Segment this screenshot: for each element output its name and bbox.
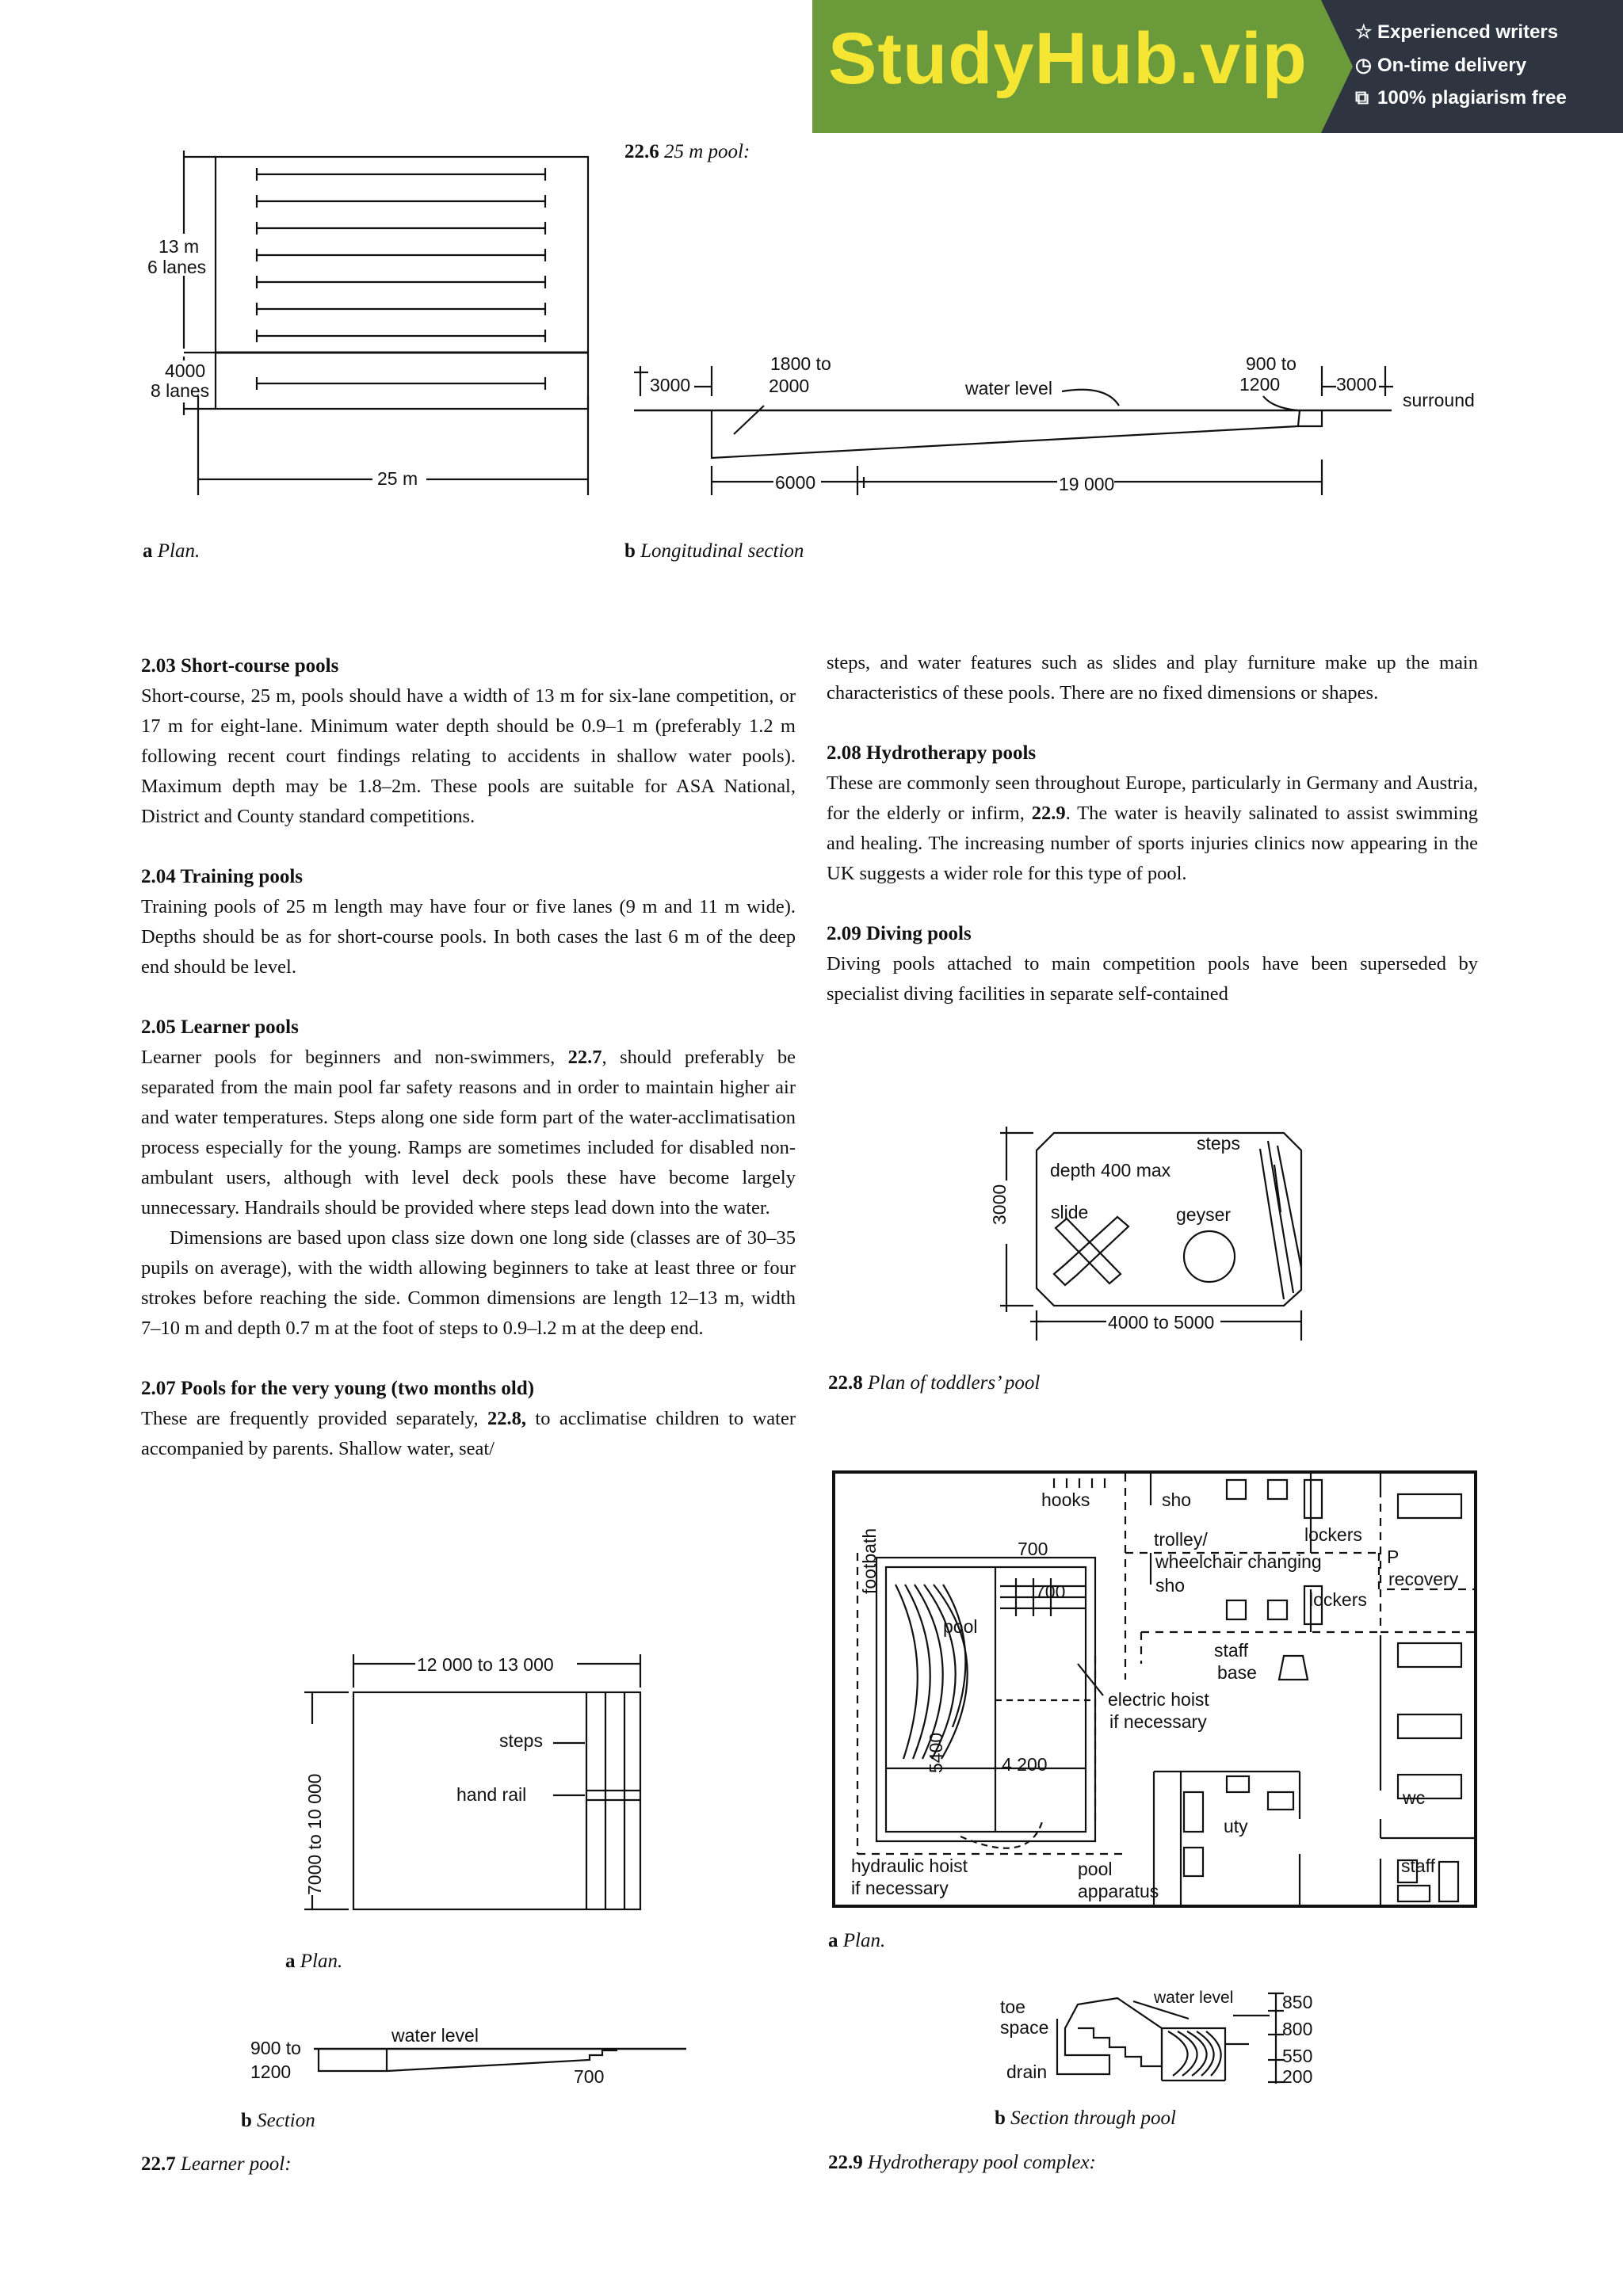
label-12000-to-13000: 12 000 to 13 000 <box>417 1654 554 1675</box>
heading-2-05: 2.05 Learner pools <box>141 1016 299 1038</box>
label-if-necessary-2: if necessary <box>851 1878 949 1898</box>
label-900-to: 900 to <box>1246 353 1296 374</box>
para-2-03: Short-course, 25 m, pools should have a width of 13 m for six-lane competition, or 17 m for eight-lane. Minimum water depth should be 0.9–1 m (preferably 1.2 m following recent court findings relating to accidents in shallow water pools). Maximum depth may be 1.8–2m. These pools are suitable for ASA National, District and County standard competitions. <box>141 685 796 827</box>
label-base: base <box>1217 1662 1257 1683</box>
label-water-level: water level <box>965 378 1052 399</box>
label-trolley: trolley/ <box>1154 1529 1208 1550</box>
label-wc: wc <box>1403 1787 1426 1808</box>
label-depth-400: depth 400 max <box>1050 1160 1171 1180</box>
label-steps: steps <box>1197 1133 1240 1154</box>
label-3000: 3000 <box>989 1184 1010 1225</box>
label-apparatus: apparatus <box>1078 1881 1159 1901</box>
label-recovery: recovery <box>1388 1569 1459 1589</box>
label-steps: steps <box>499 1730 543 1751</box>
label-geyser: geyser <box>1176 1204 1232 1225</box>
caption-plan: a Plan. <box>143 540 200 562</box>
label-space: space <box>1000 2017 1049 2038</box>
site-logo[interactable]: StudyHub.vip <box>828 18 1308 99</box>
label-hydraulic-hoist: hydraulic hoist <box>851 1855 968 1876</box>
label-toe: toe <box>1000 1997 1025 2017</box>
label-4000: 4000 <box>165 360 206 381</box>
label-1200: 1200 <box>250 2061 292 2082</box>
label-water-level: water level <box>1154 1989 1234 2007</box>
caption-longitudinal-section: b Longitudinal section <box>624 540 804 562</box>
label-1200: 1200 <box>1239 374 1281 395</box>
label-lockers: lockers <box>1304 1524 1362 1545</box>
star-icon: ☆ <box>1355 21 1373 43</box>
label-pool-2: pool <box>1078 1859 1113 1879</box>
label-wheelchair-changing: wheelchair changing <box>1155 1551 1322 1572</box>
label-1800-to: 1800 to <box>770 353 831 374</box>
label-if-necessary: if necessary <box>1109 1711 1207 1732</box>
label-7000-to-10000: 7000 to 10 000 <box>304 1773 325 1895</box>
caption-section: b Section <box>241 2110 315 2131</box>
label-700-b: 700 <box>1035 1581 1066 1602</box>
label-850: 850 <box>1282 1992 1313 2012</box>
heading-2-08: 2.08 Hydrotherapy pools <box>827 742 1037 764</box>
para-2-05a: Learner pools for beginners and non-swimmers, 22.7, should preferably be separated from the main pool far safety reasons and in order to maintain higher air and water temperatures. Steps along one side form part of the water-acclimatisation process especially for the young. Ramps are sometimes included for disabled non-ambulant users, although with level deck pools these have become largely unnecessary. Handrails should be provided where steps lead down into the water. <box>141 1047 796 1219</box>
label-sho-2: sho <box>1155 1575 1186 1596</box>
caption-section-through-pool: b Section through pool <box>995 2107 1176 2129</box>
para-2-07-cont: steps, and water features such as slides and play furniture make up the main characteristics of these pools. There are no fixed dimensions or shapes. <box>827 652 1478 704</box>
figure-title-22-6: 22.6 25 m pool: <box>624 141 750 162</box>
label-3000-left: 3000 <box>650 375 691 395</box>
para-2-05b: Dimensions are based upon class size down one long side (classes are of 30–35 pupils on average), with the width allowing beginners to take at least three or four strokes before reaching the side. Common dimensions are length 12–13 m, width 7–10 m and depth 0.7 m at the foot of steps to 0.9–l.2 m at the deep end. <box>141 1227 796 1339</box>
para-2-09: Diving pools attached to main competition pools have been superseded by specialist diving facilities in separate self-contained <box>827 953 1478 1005</box>
label-550: 550 <box>1282 2046 1313 2066</box>
caption-plan: a Plan. <box>828 1930 886 1951</box>
label-6000: 6000 <box>775 472 816 493</box>
label-200: 200 <box>1282 2066 1313 2087</box>
heading-2-04: 2.04 Training pools <box>141 866 303 887</box>
label-staff: staff <box>1214 1640 1249 1661</box>
label-700: 700 <box>574 2066 605 2087</box>
figure-ref: 22.7 <box>567 1047 602 1068</box>
label-surround: surround <box>1403 390 1475 410</box>
label-3000-right: 3000 <box>1336 374 1377 395</box>
copy-icon: ⧉ <box>1355 87 1369 109</box>
label-uty: uty <box>1224 1816 1248 1836</box>
feature-item: ⧉ 100% plagiarism free <box>1355 87 1567 109</box>
label-hand-rail: hand rail <box>456 1784 527 1805</box>
label-4000-to-5000: 4000 to 5000 <box>1108 1312 1215 1333</box>
heading-2-07: 2.07 Pools for the very young (two months old) <box>141 1378 535 1399</box>
heading-2-09: 2.09 Diving pools <box>827 923 972 944</box>
label-electric-hoist: electric hoist <box>1108 1689 1209 1710</box>
figure-title-22-9: 22.9 Hydrotherapy pool complex: <box>828 2152 1096 2173</box>
label-900-to: 900 to <box>250 2038 301 2058</box>
label-8-lanes: 8 lanes <box>151 380 210 401</box>
label-p: P <box>1387 1547 1400 1567</box>
label-slide: slide <box>1051 1202 1089 1222</box>
figure-ref: 22.9 <box>1031 803 1066 824</box>
para-2-04: Training pools of 25 m length may have four or five lanes (9 m and 11 m wide). Depths should be as for short-course pools. In both cases the last 6 m of the deep end should be level. <box>141 896 796 978</box>
label-6-lanes: 6 lanes <box>147 257 207 277</box>
label-footbath: footbath <box>859 1527 880 1594</box>
label-lockers-2: lockers <box>1309 1589 1367 1610</box>
label-19000: 19 000 <box>1059 474 1115 494</box>
label-sho: sho <box>1162 1489 1192 1510</box>
heading-2-03: 2.03 Short-course pools <box>141 655 339 677</box>
label-13m: 13 m <box>158 236 200 257</box>
figure-ref: 22.8, <box>487 1408 527 1429</box>
para-2-08: These are commonly seen throughout Europe, particularly in Germany and Austria, for the elderly or infirm, 22.9. The water is heavily salinated to assist swimming and healing. The increasing number of sports injuries clinics now appearing in the UK suggests a wider role for this type of pool. <box>827 772 1478 884</box>
figure-title-22-8: 22.8 Plan of toddlers’ pool <box>828 1372 1041 1394</box>
label-water-level: water level <box>391 2025 479 2046</box>
label-5400: 5400 <box>926 1732 946 1773</box>
label-pool: pool <box>943 1616 978 1637</box>
label-2000: 2000 <box>769 376 810 396</box>
label-25m: 25 m <box>377 468 418 489</box>
label-staff-2: staff <box>1401 1855 1436 1876</box>
caption-plan: a Plan. <box>285 1951 343 1972</box>
clock-icon: ◷ <box>1355 55 1372 76</box>
para-2-07: These are frequently provided separately, 22.8, to acclimatise children to water accompanied by parents. Shallow water, seat/ <box>141 1408 796 1459</box>
feature-item: ☆ Experienced writers <box>1355 21 1559 43</box>
feature-item: ◷ On-time delivery <box>1355 55 1527 76</box>
label-700-a: 700 <box>1018 1539 1048 1559</box>
label-drain: drain <box>1006 2061 1048 2082</box>
figure-title-22-7: 22.7 Learner pool: <box>141 2153 292 2175</box>
label-800: 800 <box>1282 2019 1313 2039</box>
label-hooks: hooks <box>1041 1489 1090 1510</box>
label-4200: 4 200 <box>1002 1754 1048 1775</box>
